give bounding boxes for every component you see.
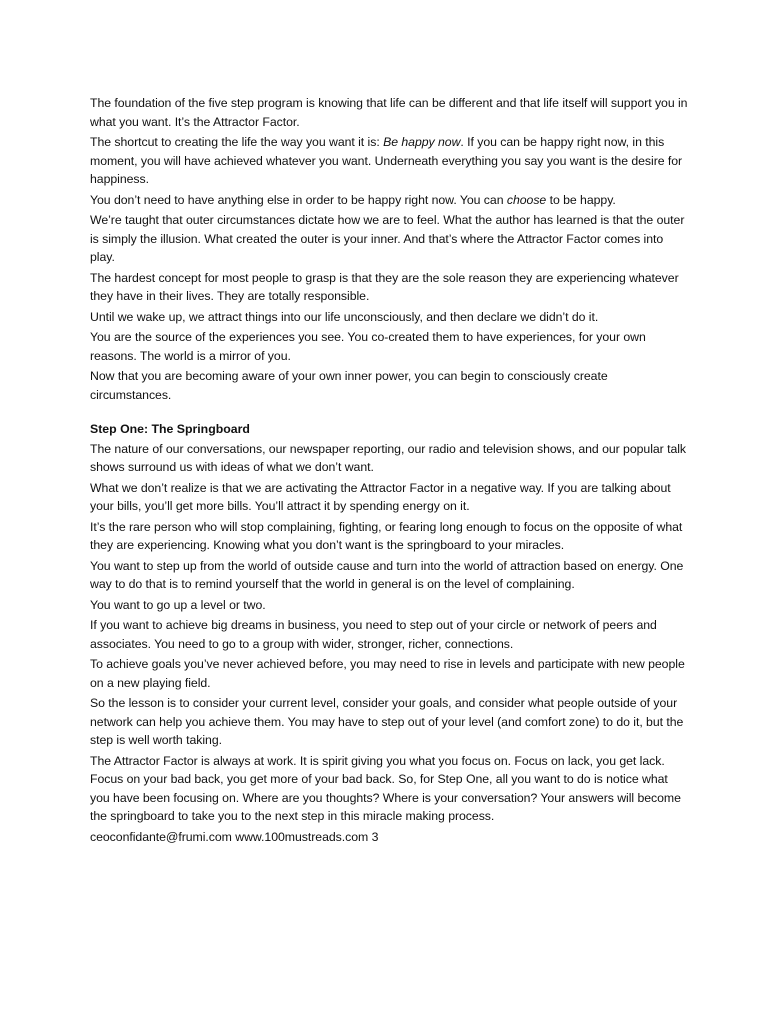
paragraph-choose-start: You don’t need to have anything else in order to be happy right now. You can [90, 192, 507, 207]
paragraph-new-goals: To achieve goals you’ve never achieved before, you may need to rise in levels and participate with new people on a new playing field. [90, 657, 685, 690]
paragraph-big-dreams: If you want to achieve big dreams in business, you need to step out of your circle or network of peers and associates. You need to go to a group with wider, stronger, richer, connections. [90, 618, 657, 651]
document-page [90, 94, 690, 848]
paragraph-negative-way: What we don’t realize is that we are activating the Attractor Factor in a negative way. If you are talking about your bills, you’ll get more bills. You’ll attract it by spending energy on it. [90, 480, 671, 513]
paragraph-inner-power: Now that you are becoming aware of your own inner power, you can begin to consciously create circumstances. [90, 369, 608, 402]
paragraph-step-up: You want to step up from the world of outside cause and turn into the world of attraction based on energy. One way to do that is to remind yourself that the world in general is on the level of complaining. [90, 558, 684, 591]
section-spacer [90, 406, 690, 420]
paragraph-conversations: The nature of our conversations, our newspaper reporting, our radio and television shows, and our popular talk shows surround us with ideas of what we don’t want. [90, 441, 687, 474]
paragraph-source: You are the source of the experiences you see. You co-created them to have experiences, for your own reasons. The world is a mirror of you. [90, 330, 646, 363]
paragraph-shortcut-start: The shortcut to creating the life the way you want it is: [90, 135, 384, 149]
paragraph-hardest-concept: The hardest concept for most people to grasp is that they are the sole reason they are experiencing whatever they have in their lives. They are totally responsible. [90, 270, 679, 303]
section-heading-step-one: Step One: The Springboard [90, 422, 250, 436]
paragraph-choose [90, 191, 690, 210]
paragraph-choose-end: to be happy. [546, 192, 616, 207]
paragraph-choose-emphasis: choose [506, 192, 547, 207]
paragraph-wake-up: Until we wake up, we attract things into our life unconsciously, and then declare we didn’t do it. [90, 309, 599, 324]
paragraph-level: You want to go up a level or two. [90, 597, 266, 612]
paragraph-outer-circumstances: We’re taught that outer circumstances dictate how we are to feel. What the author has learned is that the outer is simply the illusion. What created the outer is your inner. And that’s where the Attractor Factor comes into play. [90, 213, 685, 264]
paragraph-shortcut [90, 133, 690, 189]
paragraph-foundation: The foundation of the five step program is knowing that life can be different and that life itself will support you in what you want. It’s the Attractor Factor. [90, 96, 688, 129]
paragraph-shortcut-emphasis: Be happy now [383, 135, 461, 149]
page-footer: ceoconfidante@frumi.com www.100mustreads.com 3 [90, 829, 379, 844]
paragraph-rare-person: It’s the rare person who will stop complaining, fighting, or fearing long enough to focus on the opposite of what they are experiencing. Knowing what you don’t want is the springboard to your miracles. [90, 519, 683, 552]
paragraph-shortcut-end: . If you can be happy right now, in this moment, you will have achieved whatever you want. Underneath everything you say you want is the desire for happiness. [90, 135, 683, 186]
paragraph-lesson: So the lesson is to consider your current level, consider your goals, and consider what people outside of your network can help you achieve them. You may have to step out of your level (and comfort zone) to do it, but the step is well worth taking. [90, 696, 684, 747]
paragraph-always-at-work: The Attractor Factor is always at work. It is spirit giving you what you focus on. Focus on lack, you get lack. Focus on your bad back, you get more of your bad back. So, for Step One, all you want to do is notice what you have been focusing on. Where are you thoughts? Where is your conversation? Your answers will become the springboard to take you to the next step in this miracle making process. [90, 753, 681, 823]
